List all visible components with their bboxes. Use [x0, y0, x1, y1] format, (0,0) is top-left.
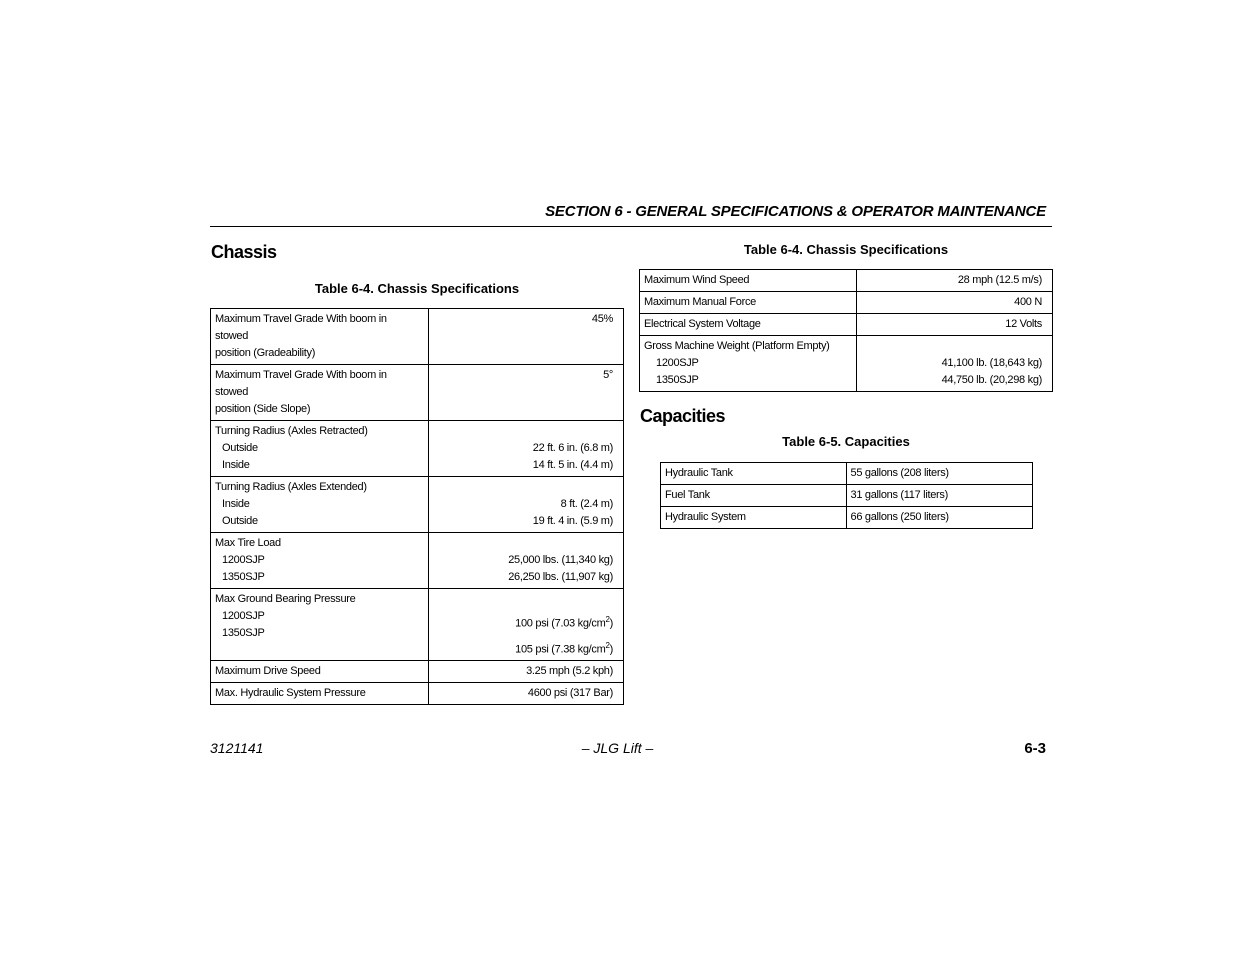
- value-text: 3.25 mph (5.2 kph): [526, 665, 613, 678]
- footer-center-text: – JLG Lift –: [581, 740, 654, 756]
- row-label: [211, 661, 429, 683]
- label-line: position (Side Slope): [215, 403, 311, 415]
- table-row: [640, 270, 1053, 292]
- table-row: [640, 336, 1053, 392]
- value-text: 400 N: [1014, 296, 1042, 308]
- row-label: [661, 463, 847, 485]
- row-value: [857, 336, 1053, 392]
- row-value: [428, 309, 624, 365]
- sub-label: Inside: [222, 459, 250, 471]
- value-text: 5°: [603, 369, 613, 381]
- label-line: Max Ground Bearing Pressure: [215, 593, 356, 605]
- label-text: Hydraulic Tank: [665, 467, 733, 479]
- table-row: [211, 477, 624, 533]
- value-text: 105 psi (7.38 $kg/cm^2$): [515, 640, 613, 656]
- row-label: [661, 507, 847, 529]
- label-line: position (Gradeability): [215, 347, 316, 359]
- row-value: [857, 292, 1053, 314]
- row-value: [428, 533, 624, 589]
- table-row: [661, 463, 1033, 485]
- value-text: 28 mph (12.5 m/s): [957, 274, 1042, 286]
- row-label: [640, 292, 857, 314]
- row-value: [428, 421, 624, 477]
- row-label: [211, 365, 429, 421]
- table-row: [211, 309, 624, 365]
- label-text: Maximum Drive Speed: [215, 665, 321, 678]
- row-label: [211, 309, 429, 365]
- label-line: Gross Machine Weight (Platform Empty): [644, 340, 830, 352]
- chassis-continued-table: [639, 269, 1053, 392]
- doc-number: 3121141: [210, 740, 264, 756]
- sub-label: 1350SJP: [222, 627, 265, 639]
- row-value: [428, 589, 624, 661]
- row-label: [211, 477, 429, 533]
- value-text: 41,100 lb. (18,643 kg): [941, 357, 1042, 369]
- value-text: 25,000 lbs. (11,340 kg): [508, 554, 613, 566]
- value-text: 100 psi (7.03 $kg/cm^2$): [515, 615, 613, 630]
- value-text: 8 ft. (2.4 m): [560, 498, 613, 510]
- capacities-heading: Capacities: [640, 406, 726, 426]
- section-title: SECTION 6 - GENERAL SPECIFICATIONS & OPERATOR MAINTENANCE: [545, 203, 1046, 220]
- row-value: [428, 365, 624, 421]
- sub-label: Outside: [222, 515, 258, 527]
- value-text: 44,750 lb. (20,298 kg): [941, 374, 1042, 386]
- row-value: [428, 477, 624, 533]
- row-value: [428, 683, 624, 705]
- capacities-table-caption: Table 6-5. Capacities: [782, 434, 910, 449]
- row-label: [640, 270, 857, 292]
- row-value: [857, 270, 1053, 292]
- row-label: [211, 589, 429, 661]
- chassis-table-caption: Table 6-4. Chassis Specifications: [314, 281, 520, 296]
- table-row: [640, 292, 1053, 314]
- value-text: 19 ft. 4 in. (5.9 m): [532, 515, 613, 527]
- label-text: Maximum Manual Force: [644, 296, 756, 308]
- table-row: [211, 683, 624, 705]
- row-value: [846, 507, 1032, 529]
- label-line: Turning Radius (Axles Retracted): [215, 425, 368, 437]
- row-label: [211, 533, 429, 589]
- sub-label: Outside: [222, 442, 258, 454]
- value-text: 12 Volts: [1005, 318, 1042, 330]
- label-line: Max Tire Load: [215, 537, 281, 549]
- row-label: [640, 314, 857, 336]
- label-text: Max. Hydraulic System Pressure: [215, 687, 366, 700]
- table-row: [211, 421, 624, 477]
- sub-label: 1200SJP: [656, 357, 699, 369]
- row-label: [661, 485, 847, 507]
- chassis-heading: Chassis: [211, 242, 277, 262]
- row-value: [857, 314, 1053, 336]
- value-text: 45%: [591, 313, 613, 325]
- table-row: [211, 661, 624, 683]
- chassis-continued-caption: Table 6-4. Chassis Specifications: [743, 242, 949, 257]
- value-text: 31 gallons (117 liters): [850, 489, 948, 501]
- chassis-spec-table: [210, 308, 624, 705]
- label-line: Turning Radius (Axles Extended): [215, 481, 367, 493]
- page-number: 6-3: [1024, 740, 1046, 757]
- table-row: [640, 314, 1053, 336]
- table-row: [211, 365, 624, 421]
- row-value: [846, 463, 1032, 485]
- label-line: Maximum Travel Grade With boom in stowed: [215, 313, 387, 342]
- row-label: [211, 421, 429, 477]
- sub-label: 1200SJP: [222, 554, 265, 566]
- value-text: 26,250 lbs. (11,907 kg): [508, 571, 613, 583]
- label-text: Hydraulic System: [665, 511, 746, 523]
- row-label: [640, 336, 857, 392]
- row-label: [211, 683, 429, 705]
- sub-label: 1350SJP: [222, 571, 265, 583]
- value-text: 14 ft. 5 in. (4.4 m): [532, 459, 613, 471]
- value-text: 66 gallons (250 liters): [850, 511, 949, 523]
- table-row: [211, 533, 624, 589]
- row-value: [428, 661, 624, 683]
- label-text: Fuel Tank: [665, 489, 710, 501]
- sub-label: 1200SJP: [222, 610, 265, 622]
- value-text: 4600 psi (317 Bar): [527, 687, 613, 700]
- sub-label: 1350SJP: [656, 374, 699, 386]
- label-text: Maximum Wind Speed: [644, 274, 750, 286]
- value-text: 22 ft. 6 in. (6.8 m): [532, 442, 613, 454]
- table-row: [661, 507, 1033, 529]
- table-row: [211, 589, 624, 661]
- label-line: Maximum Travel Grade With boom in stowed: [215, 369, 387, 398]
- page-header: [210, 203, 1052, 227]
- table-row: [661, 485, 1033, 507]
- label-text: Electrical System Voltage: [644, 318, 761, 330]
- row-value: [846, 485, 1032, 507]
- value-text: 55 gallons (208 liters): [850, 467, 949, 479]
- capacities-table: [660, 462, 1033, 529]
- sub-label: Inside: [222, 498, 250, 510]
